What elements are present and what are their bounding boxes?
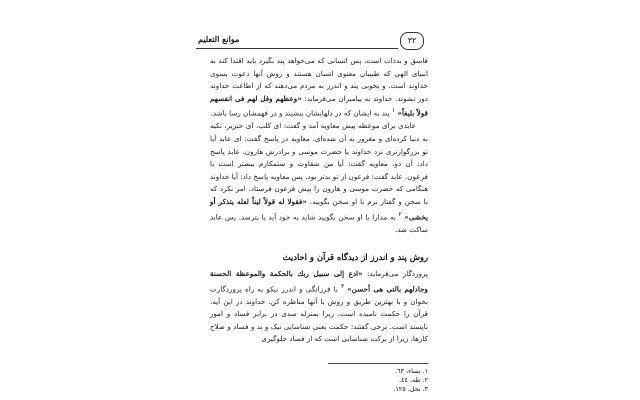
paragraph-1-end: پند به ایشان که در دلهایشان بنشیند و در فهمشان رسا باشد.	[210, 108, 390, 118]
paragraph-2-text: عابدی برای موعظه پیش معاویه آمد و گفت: ای کلب، ای خنزیر، تکیه به دنیا کرده‌ای و مغرور به آن شده‌ای. معاویه در پاسخ گفت: ای عابد آیا تو بزرگوارتری نزد خداوند یا حضرت موسی و برادرش هارون. عابد پاسخ داد: آن دو. معاویه گفت: آیا من شقاوت و ستمکارم بیشتر است یا فرعون. عابد گفت: فرعون از تو بدتر بود. پس معاویه پاسخ داد: آیا خداوند هنگامی که حضرت موسی و هارون را پیش فرعون فرستاد، امر نکرد که با سخن و گفتار نرم با او سخن بگویند.	[210, 121, 428, 206]
footnote-item: ٣. نحل، ١٢٥.	[393, 385, 428, 393]
footnote-rule	[328, 363, 428, 364]
footnote-ref-3: ٣	[340, 282, 345, 290]
footnote-item: ٢. طه، ٤٤.	[398, 376, 428, 384]
quran-quote-1: «وعظهم وقل لهم فى انفسهم قولاً بليغاً»	[210, 93, 428, 118]
running-title: موانع التعليم	[198, 34, 240, 44]
paragraph-1	[210, 55, 428, 120]
footnote-ref-1: ١	[392, 107, 396, 115]
paragraph-2-end: به مدارا با او سخن بگویید شاید به خود آید یا بترسد. پس عابد ساکت شد.	[210, 211, 428, 234]
paragraph-2	[210, 120, 428, 236]
quran-quote-2: «فقولا له قولاً ليناً لعله يتذكر أو يخشى»	[210, 196, 428, 221]
section-heading: روش پند و اندرز از دیدگاه قرآن و احادیث	[282, 252, 428, 262]
quran-quote-3: «ادع إلى سبيل ربك بالحكمة والموعظة الحسنة وجادلهم بالتى هى أحسن»	[210, 269, 428, 293]
paragraph-1-text: فاسق و بدذات است. پس انسانی که می‌خواهد پند بگیرد باید اقتدا کند به انبیای الهی که طبیبان معنوی انسان هستند و روش آنها دعوت بسوی خداوند است، و بخوبی پند و اندرز به مردم می‌دهند که از اطاعت خداوند دور نشوند. خداوند به پیامبران می‌فرماید:	[210, 56, 428, 103]
page-header	[196, 30, 424, 52]
footnotes	[300, 367, 428, 394]
page-number: ٣٢	[400, 32, 424, 50]
footnote-item: ١. نساء، ٦٣.	[395, 367, 428, 375]
paragraph-3-rest: با فرزانگی و اندرز نیکو به راه پروردگارت بخوان و با بهترین طریق و روش با آنها مناظره کن. خداوند در این آیه، قرآن را حکمت نامیده است، زیرا بمنزله سدی در برابر فساد و امور ناپسند است. برخی گفتند: حکمت یعنی شناسایی نیک و بد و فساد و صلاح کارها، زیرا از برکت شناسایی است که از فساد جلوگیری	[210, 283, 428, 344]
header-rule	[196, 48, 398, 49]
paragraph-3-start: پروردگار می‌فرماید:	[367, 269, 429, 278]
section2-body	[210, 268, 428, 346]
footnote-ref-2: ٢	[398, 210, 402, 218]
section1-body	[210, 55, 428, 236]
